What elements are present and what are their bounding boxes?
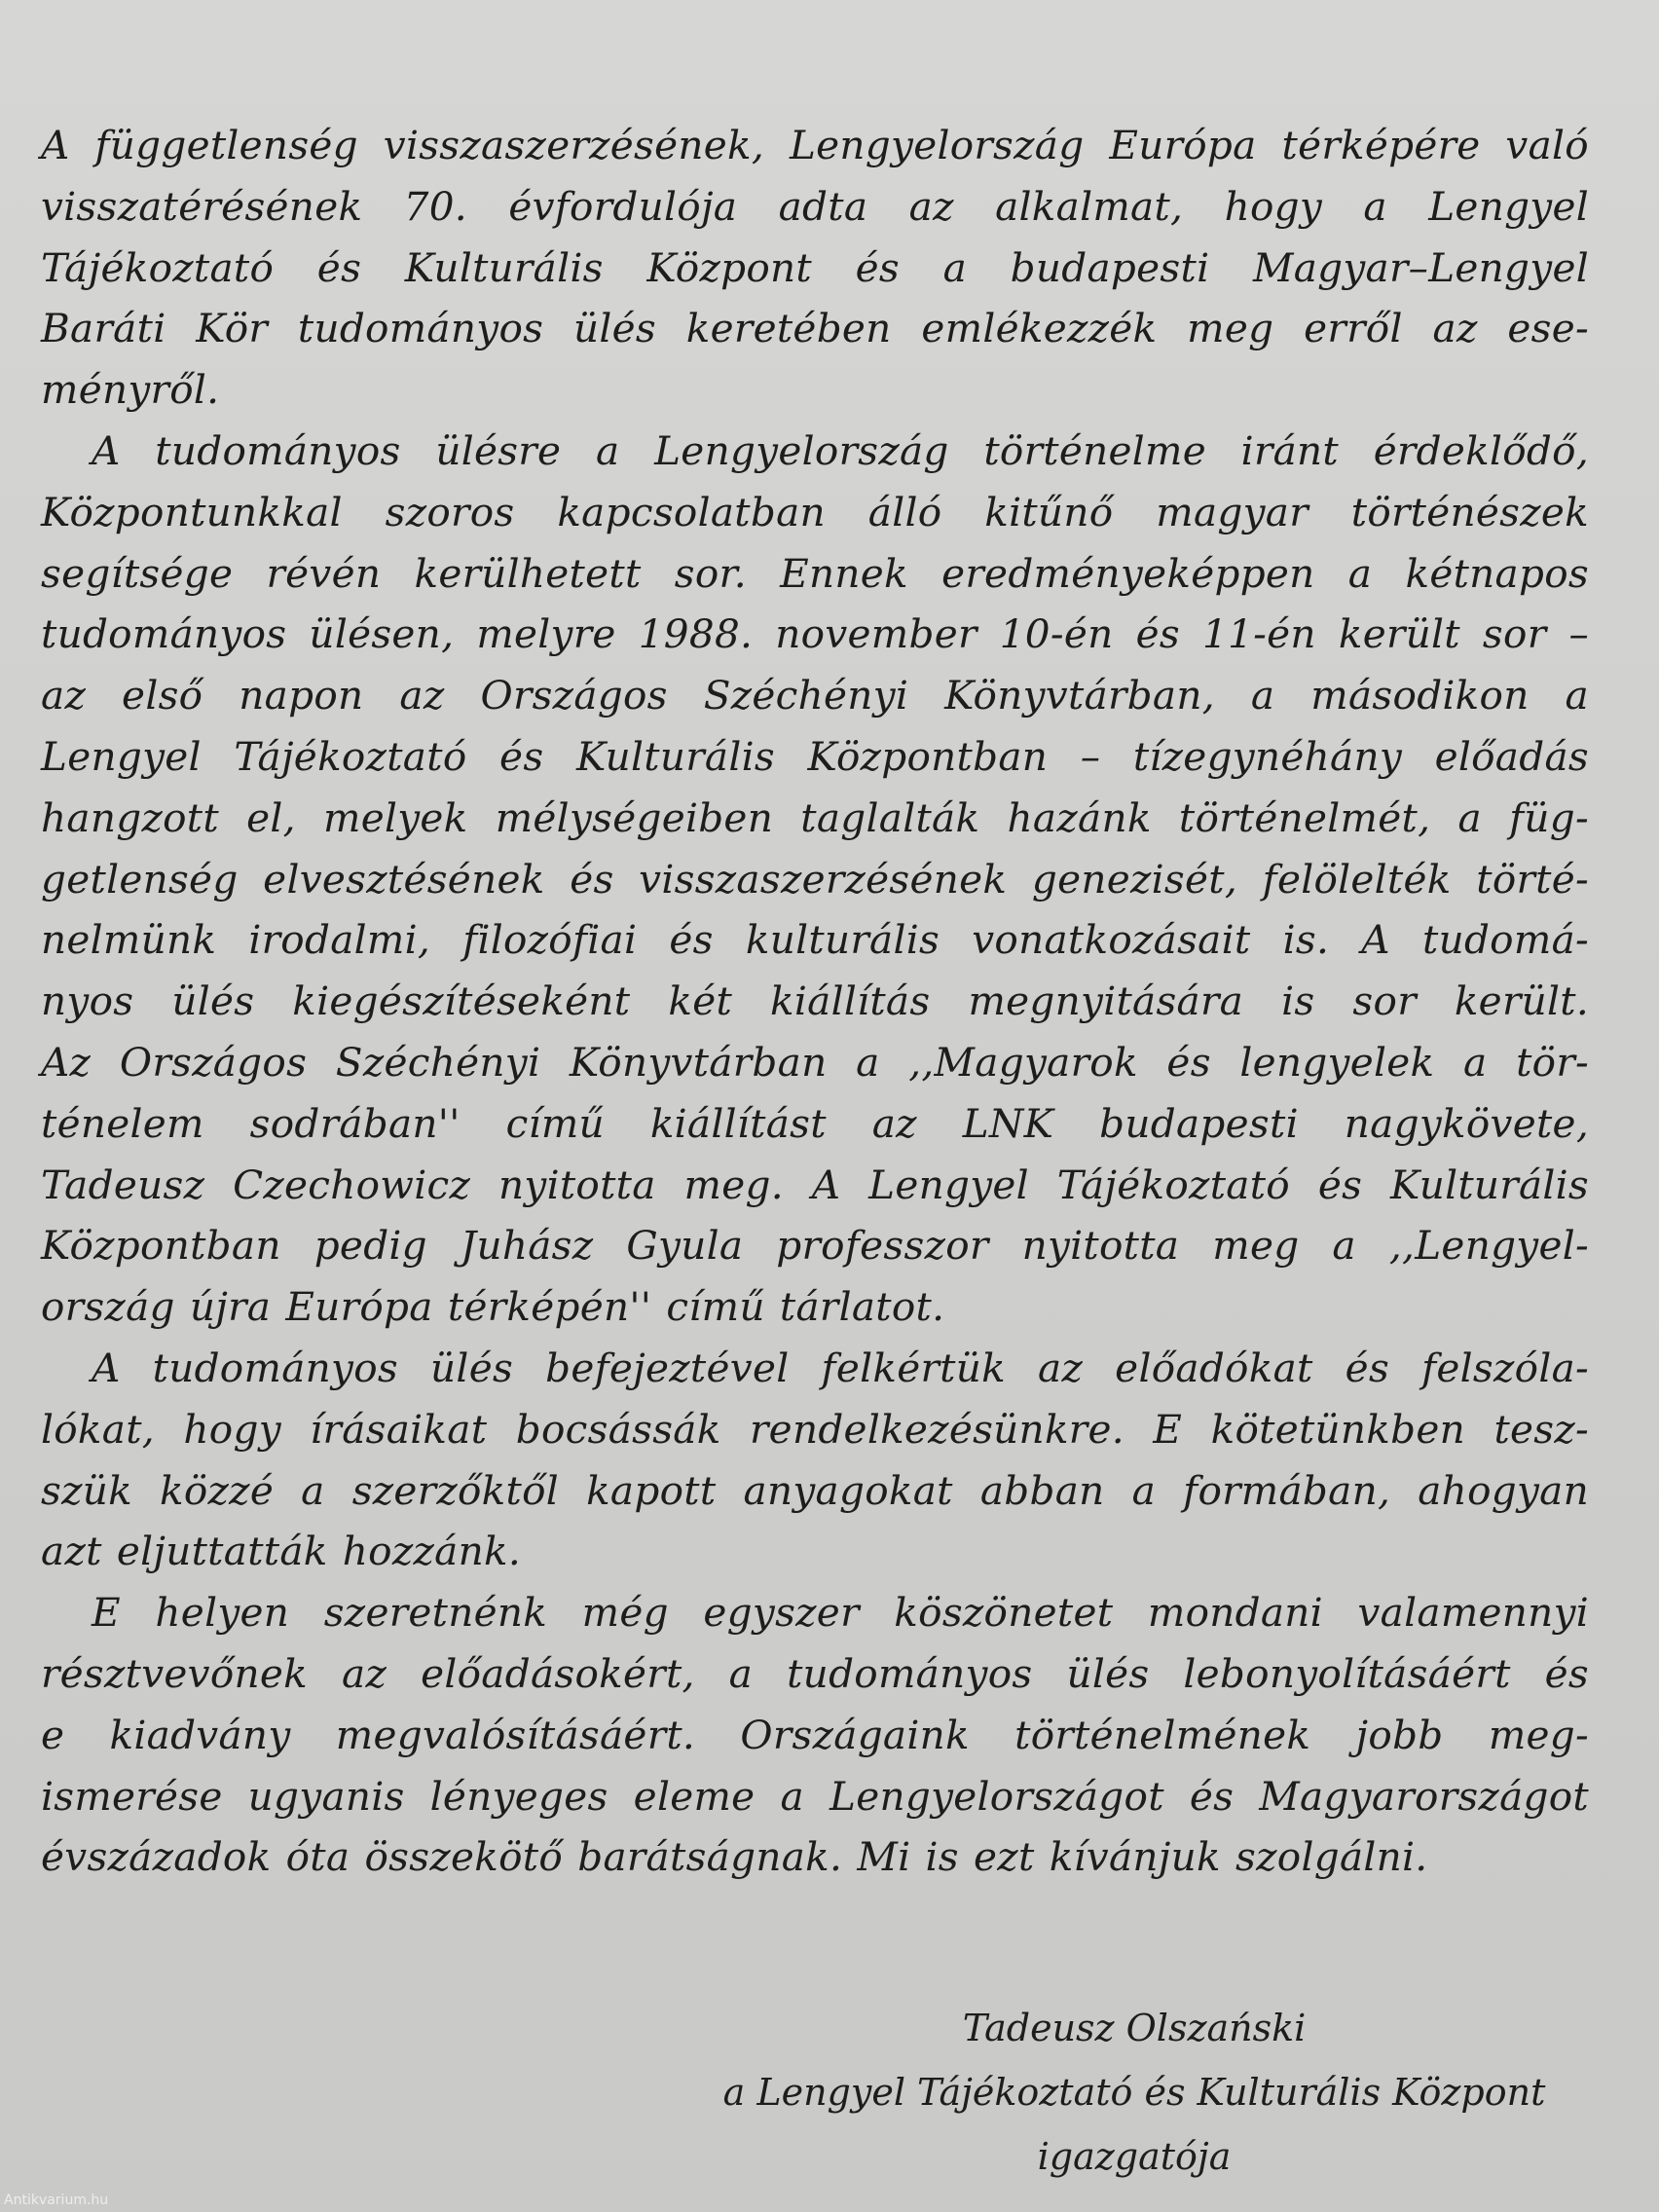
text-line: A függetlenség visszaszerzésének, Lengyelország Európa térképére való	[41, 122, 1589, 168]
signature-name: Tadeusz Olszański	[962, 2007, 1307, 2049]
text-line: A tudományos ülés befejeztével felkértük az előadókat és felszóla-	[92, 1344, 1589, 1391]
text-line: Központunkkal szoros kapcsolatban álló kitűnő magyar történészek	[41, 488, 1589, 535]
text-line: ményről.	[41, 366, 220, 414]
signature-role: igazgatója	[1037, 2135, 1232, 2178]
text-line: Tájékoztató és Kulturális Központ és a budapesti Magyar–Lengyel	[41, 243, 1589, 291]
text-line: résztvevőnek az előadásokért, a tudományos ülés lebonyolításáért és	[41, 1649, 1589, 1697]
text-line: Központban pedig Juhász Gyula professzor nyitotta meg a ,,Lengyel-	[41, 1222, 1589, 1270]
text-line: az első napon az Országos Széchényi Könyvtárban, a másodikon a	[41, 672, 1589, 719]
text-line: A tudományos ülésre a Lengyelország történelme iránt érdeklődő,	[92, 426, 1589, 474]
text-line: visszatérésének 70. évfordulója adta az alkalmat, hogy a Lengyel	[41, 182, 1589, 230]
text-line: e kiadvány megvalósításáért. Országaink történelmének jobb meg-	[41, 1711, 1589, 1758]
text-line: Tadeusz Czechowicz nyitotta meg. A Lengyel Tájékoztató és Kulturális	[41, 1161, 1589, 1208]
text-line: Az Országos Széchényi Könyvtárban a ,,Magyarok és lengyelek a tör-	[41, 1038, 1589, 1086]
text-line: hangzott el, melyek mélységeiben taglalták hazánk történelmét, a füg-	[41, 793, 1589, 841]
signature-block	[682, 1996, 1587, 2189]
signature-organization: a Lengyel Tájékoztató és Kulturális Központ	[722, 2071, 1546, 2114]
paragraph	[41, 115, 1589, 421]
text-line: E helyen szeretnénk még egyszer köszönetet mondani valamennyi	[92, 1589, 1589, 1637]
text-line: tudományos ülésen, melyre 1988. november 10-én és 11-én került sor –	[41, 610, 1589, 658]
paragraph	[41, 1582, 1589, 1888]
paragraph	[41, 1338, 1589, 1582]
text-line: ismerése ugyanis lényeges eleme a Lengyelországot és Magyarországot	[41, 1772, 1589, 1820]
text-line: nelmünk irodalmi, filozófiai és kulturális vonatkozásait is. A tudomá-	[41, 916, 1589, 964]
text-line: azt eljuttatták hozzánk.	[41, 1528, 521, 1575]
text-line: évszázadok óta összekötő barátságnak. Mi is ezt kívánjuk szolgálni.	[41, 1833, 1428, 1881]
text-line: nyos ülés kiegészítéseként két kiállítás megnyitására is sor került.	[41, 977, 1589, 1025]
text-line: lókat, hogy írásaikat bocsássák rendelkezésünkre. E kötetünkben tesz-	[41, 1405, 1589, 1453]
text-line: Baráti Kör tudományos ülés keretében emlékezzék meg erről az ese-	[41, 305, 1589, 352]
text-line: Lengyel Tájékoztató és Kulturális Központban – tízegynéhány előadás	[41, 732, 1589, 780]
text-line: segítsége révén kerülhetett sor. Ennek eredményeképpen a kétnapos	[41, 549, 1589, 597]
paragraph	[41, 421, 1589, 1338]
text-line: ország újra Európa térképén'' című tárlatot.	[41, 1283, 945, 1331]
body-text	[41, 115, 1589, 1888]
text-line: szük közzé a szerzőktől kapott anyagokat abban a formában, ahogyan	[41, 1466, 1589, 1514]
text-line: getlenség elvesztésének és visszaszerzésének genezisét, felölelték törté-	[41, 855, 1589, 903]
text-line: ténelem sodrában'' című kiállítást az LNK budapesti nagykövete,	[41, 1099, 1589, 1147]
watermark: Antikvarium.hu	[4, 2193, 109, 2208]
